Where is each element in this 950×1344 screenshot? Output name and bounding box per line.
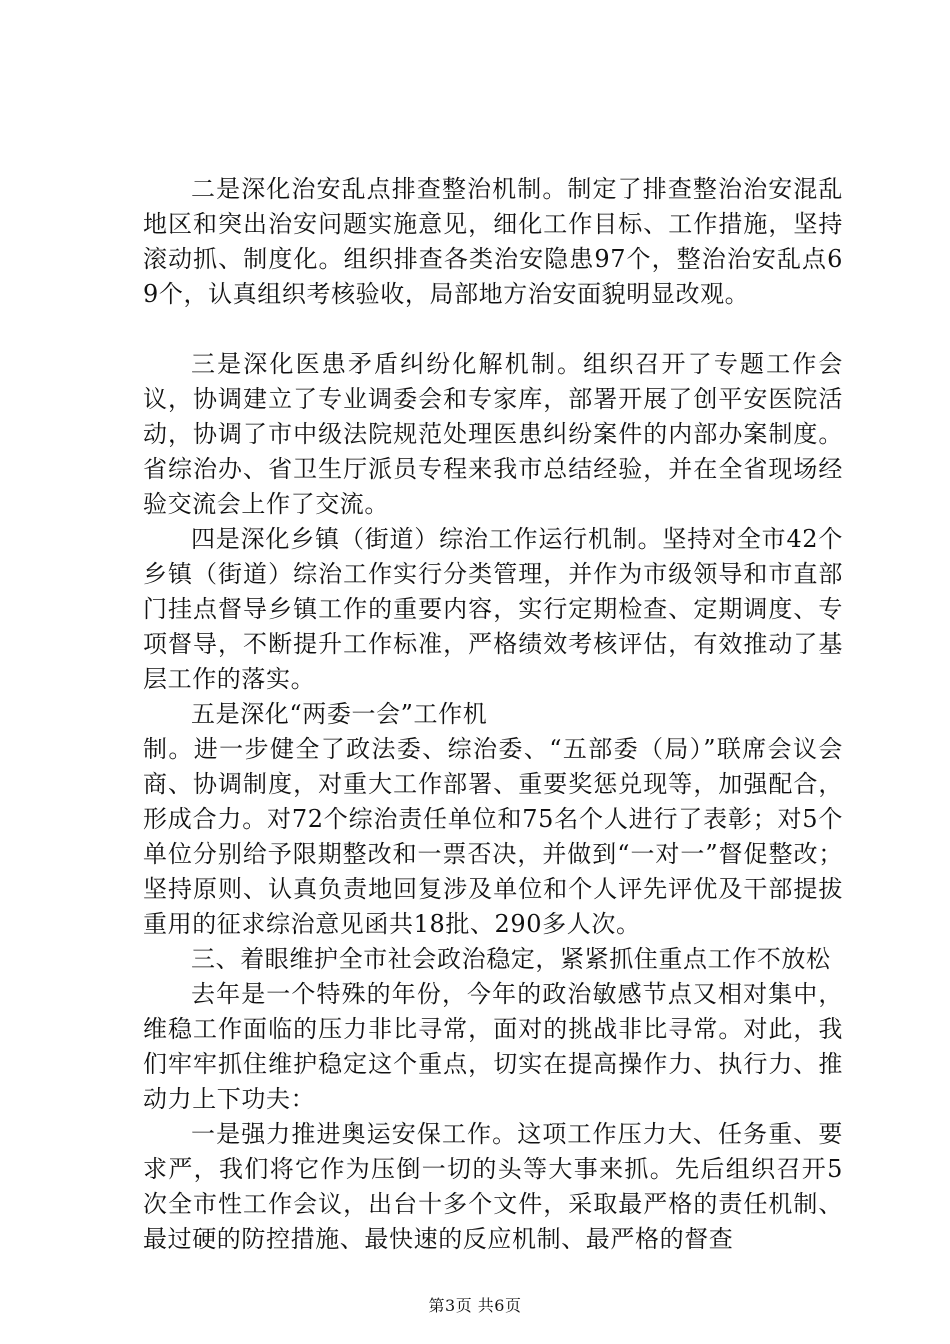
paragraph-two-committees-body: 制。进一步健全了政法委、综治委、“五部委（局）”联席会议会商、协调制度，对重大工作部署、重要奖惩兑现等，加强配合，形成合力。对72个综治责任单位和75名个人进行了表彰；对5个单位分别给予限期整改和一票否决，并做到“一对一”督促整改；坚持原则、认真负责地回复涉及单位和个人评先评优及干部提拔重用的征求综治意见函共18批、290多人次。 [143, 735, 843, 938]
section-heading-stability: 三、着眼维护全市社会政治稳定，紧紧抓住重点工作不放松 [191, 945, 831, 973]
paragraph-township-mechanism: 四是深化乡镇（街道）综治工作运行机制。坚持对全市42个乡镇（街道）综治工作实行分类管理，并作为市级领导和市直部门挂点督导乡镇工作的重要内容，实行定期检查、定期调度、专项督导，不断提升工作标准，严格绩效考核评估，有效推动了基层工作的落实。 [143, 525, 843, 693]
page-number-footer: 第3页 共6页 [428, 1296, 522, 1315]
paragraph-stability-intro: 去年是一个特殊的年份，今年的政治敏感节点又相对集中，维稳工作面临的压力非比寻常，面对的挑战非比寻常。对此，我们牢牢抓住维护稳定这个重点，切实在提高操作力、执行力、推动力上下功夫： [143, 980, 843, 1113]
paragraph-medical-dispute-mechanism: 三是深化医患矛盾纠纷化解机制。组织召开了专题工作会议，协调建立了专业调委会和专家库，部署开展了创平安医院活动，协调了市中级法院规范处理医患纠纷案件的内部办案制度。省综治办、省卫生厅派员专程来我市总结经验，并在全省现场经验交流会上作了交流。 [143, 350, 843, 518]
paragraph-two-committees-heading: 五是深化“两委一会”工作机 [191, 700, 488, 728]
paragraph-public-security-mechanism: 二是深化治安乱点排查整治机制。制定了排查整治治安混乱地区和突出治安问题实施意见，细化工作目标、工作措施，坚持滚动抓、制度化。组织排查各类治安隐患97个，整治治安乱点69个，认真组织考核验收，局部地方治安面貌明显改观。 [143, 175, 843, 308]
paragraph-olympic-security: 一是强力推进奥运安保工作。这项工作压力大、任务重、要求严，我们将它作为压倒一切的头等大事来抓。先后组织召开5次全市性工作会议，出台十多个文件，采取最严格的责任机制、最过硬的防控措施、最快速的反应机制、最严格的督查 [143, 1120, 843, 1253]
document-body [143, 172, 843, 1257]
